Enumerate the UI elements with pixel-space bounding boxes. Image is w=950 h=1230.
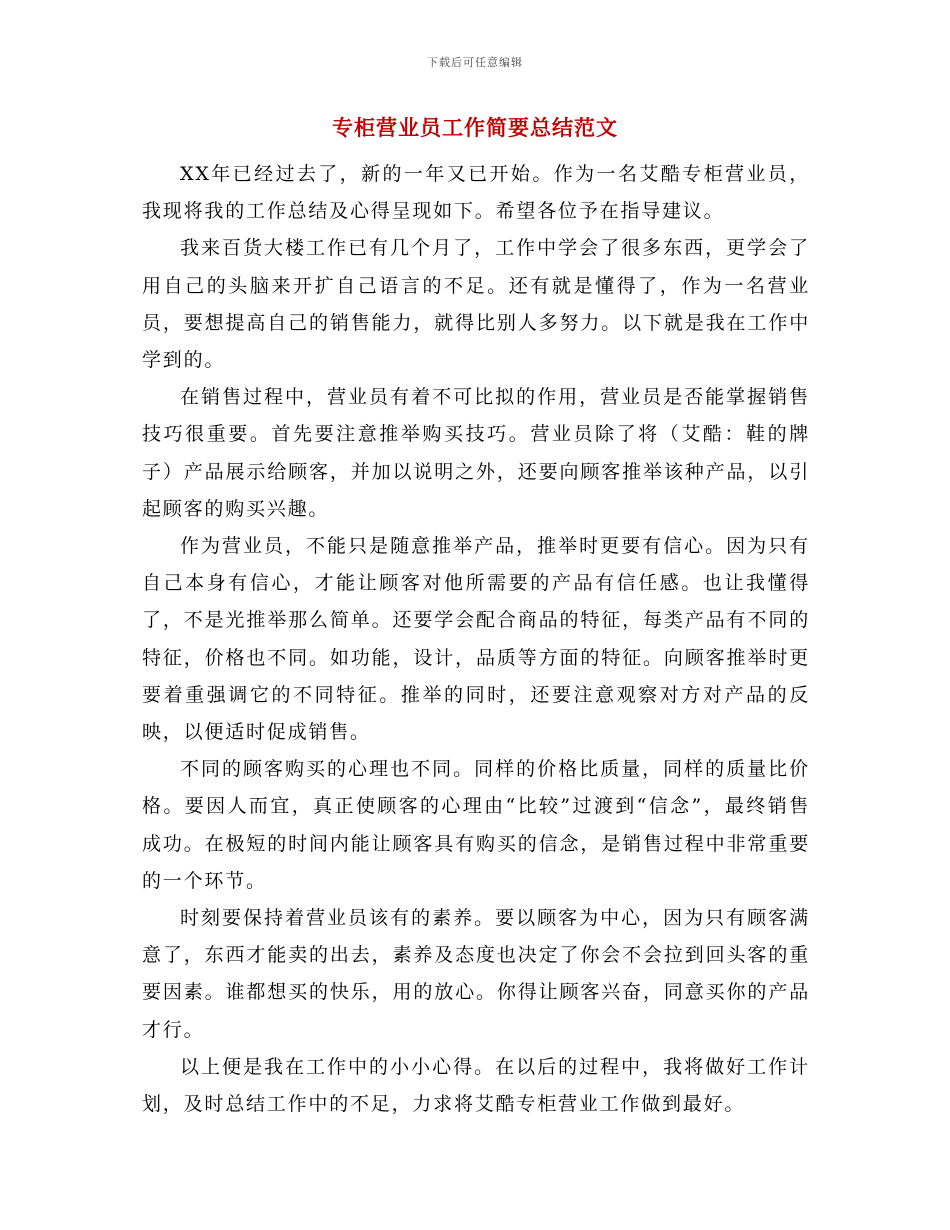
paragraph: XX年已经过去了，新的一年又已开始。作为一名艾酷专柜营业员，我现将我的工作总结及心得呈现如下。希望各位予在指导建议。 bbox=[142, 163, 810, 223]
paragraph: 以上便是我在工作中的小小心得。在以后的过程中，我将做好工作计划，及时总结工作中的不足，力求将艾酷专柜营业工作做到最好。 bbox=[142, 1055, 810, 1116]
paragraph: 不同的顾客购买的心理也不同。同样的价格比质量，同样的质量比价格。要因人而宜，真正使顾客的心理由“比较”过渡到“信念”，最终销售成功。在极短的时间内能让顾客具有购买的信念，是销售过程中非常重要的一个环节。 bbox=[142, 758, 810, 892]
document-title: 专柜营业员工作简要总结范文 bbox=[332, 115, 618, 140]
paragraph: 我来百货大楼工作已有几个月了，工作中学会了很多东西，更学会了用自己的头脑来开扩自己语言的不足。还有就是懂得了，作为一名营业员，要想提高自己的销售能力，就得比别人多努力。以下就是我在工作中学到的。 bbox=[142, 237, 810, 372]
header-note: 下载后可任意编辑 bbox=[427, 56, 523, 69]
document-body bbox=[142, 156, 810, 1123]
paragraph: 在销售过程中，营业员有着不可比拟的作用，营业员是否能掌握销售技巧很重要。首先要注意推举购买技巧。营业员除了将（艾酷：鞋的牌子）产品展示给顾客，并加以说明之外，还要向顾客推举该种产品，以引起顾客的购买兴趣。 bbox=[142, 386, 810, 520]
paragraph: 时刻要保持着营业员该有的素养。要以顾客为中心，因为只有顾客满意了，东西才能卖的出去，素养及态度也决定了你会不会拉到回头客的重要因素。谁都想买的快乐，用的放心。你得让顾客兴奋，同意买你的产品才行。 bbox=[142, 907, 810, 1041]
paragraph: 作为营业员，不能只是随意推举产品，推举时更要有信心。因为只有自己本身有信心，才能让顾客对他所需要的产品有信任感。也让我懂得了，不是光推举那么简单。还要学会配合商品的特征，每类产品有不同的特征，价格也不同。如功能，设计，品质等方面的特征。向顾客推举时更要着重强调它的不同特征。推举的同时，还要注意观察对方对产品的反映，以便适时促成销售。 bbox=[142, 535, 810, 744]
